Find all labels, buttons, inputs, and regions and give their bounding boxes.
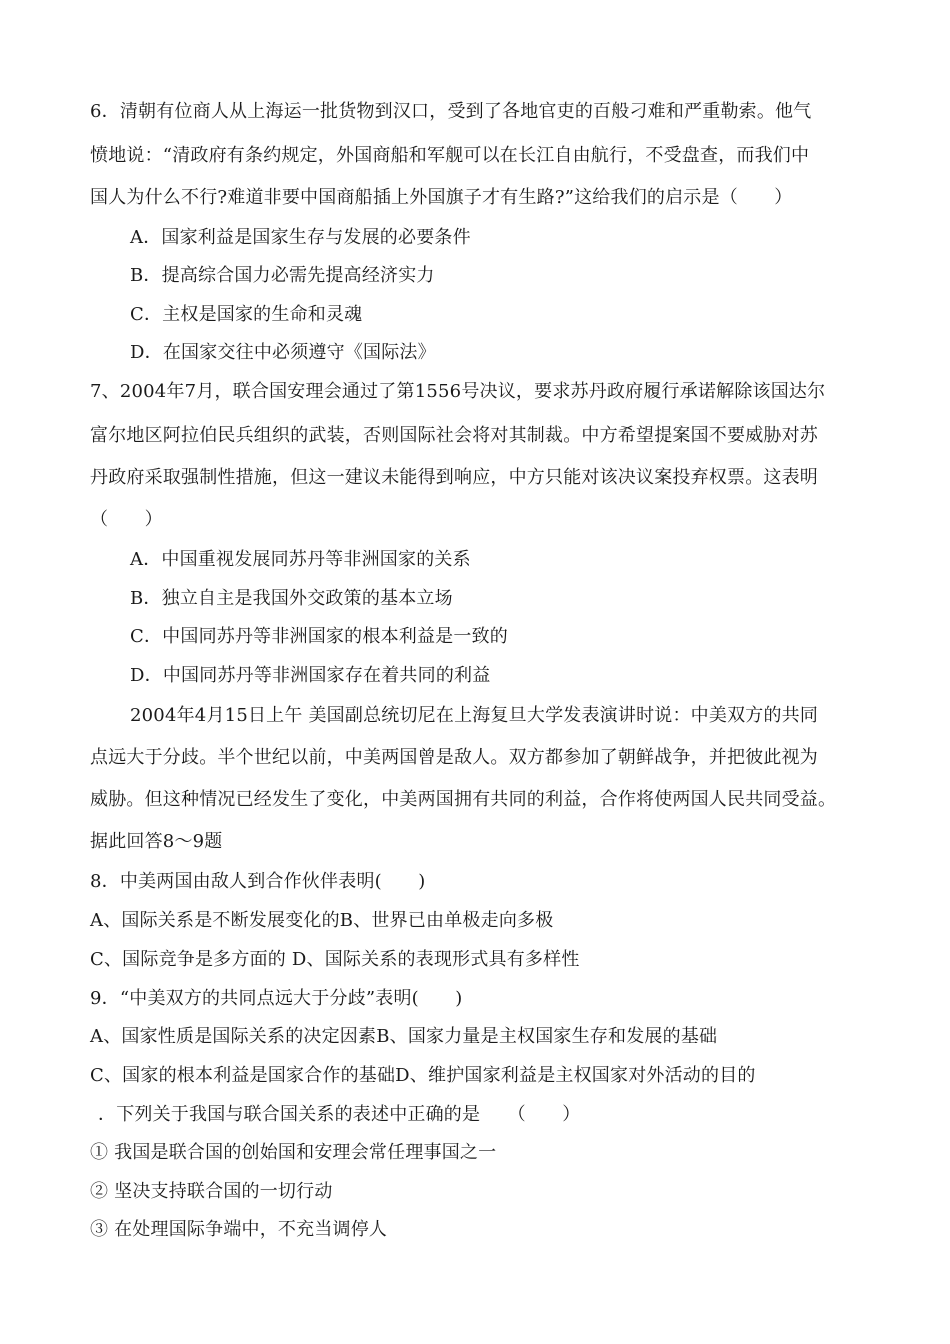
passage-line-2: 点远大于分歧。半个世纪以前，中美两国曾是敌人。双方都参加了朝鲜战争，并把彼此视为	[90, 747, 818, 768]
q6-stem-line-2: 愤地说：“清政府有条约规定，外国商船和军舰可以在长江自由航行，不受盘查，而我们中	[90, 145, 810, 166]
q7-option-c: C．中国同苏丹等非洲国家的根本利益是一致的	[130, 626, 508, 647]
q6-option-a: A．国家利益是国家生存与发展的必要条件	[130, 227, 471, 248]
q7-option-b: B．独立自主是我国外交政策的基本立场	[130, 588, 453, 609]
q7-stem-line-2: 富尔地区阿拉伯民兵组织的武装，否则国际社会将对其制裁。中方希望提案国不要威胁对苏	[90, 425, 818, 446]
q6-stem-line-3: 国人为什么不行?难道非要中国商船插上外国旗子才有生路?”这给我们的启示是（ ）	[90, 187, 793, 208]
q7-stem-line-1: 7、2004年7月，联合国安理会通过了第1556号决议，要求苏丹政府履行承诺解除该国达尔	[90, 381, 826, 402]
passage-line-1: 2004年4月15日上午 美国副总统切尼在上海复旦大学发表演讲时说：中美双方的共同	[130, 705, 819, 726]
passage-line-3: 威胁。但这种情况已经发生了变化，中美两国拥有共同的利益，合作将使两国人民共同受益。	[90, 789, 837, 810]
q8-options-line-2: C、国际竞争是多方面的 D、国际关系的表现形式具有多样性	[90, 949, 580, 970]
q8-options-line-1: A、国际关系是不断发展变化的B、世界已由单极走向多极	[90, 910, 554, 931]
q7-stem-line-4: （ ）	[90, 509, 163, 530]
q7-option-d: D．中国同苏丹等非洲国家存在着共同的利益	[130, 665, 491, 686]
q6-option-b: B．提高综合国力必需先提高经济实力	[130, 265, 435, 286]
q8-stem: 8．中美两国由敌人到合作伙伴表明( )	[90, 871, 426, 892]
q10-item-3: ③ 在处理国际争端中，不充当调停人	[90, 1219, 388, 1240]
q10-item-2: ② 坚决支持联合国的一切行动	[90, 1181, 333, 1202]
q6-option-c: C．主权是国家的生命和灵魂	[130, 304, 363, 325]
q10-item-1: ① 我国是联合国的创始国和安理会常任理事国之一	[90, 1142, 497, 1163]
q10-stem: ．下列关于我国与联合国关系的表述中正确的是 （ ）	[98, 1104, 581, 1125]
q7-stem-line-3: 丹政府采取强制性措施，但这一建议未能得到响应，中方只能对该决议案投弃权票。这表明	[90, 467, 818, 488]
q9-stem: 9．“中美双方的共同点远大于分歧”表明( )	[90, 988, 463, 1009]
q9-options-line-2: C、国家的根本利益是国家合作的基础D、维护国家利益是主权国家对外活动的目的	[90, 1065, 756, 1086]
q9-options-line-1: A、国家性质是国际关系的决定因素B、国家力量是主权国家生存和发展的基础	[90, 1026, 718, 1047]
q6-stem-line-1: 6．清朝有位商人从上海运一批货物到汉口，受到了各地官吏的百般刁难和严重勒索。他气	[90, 101, 812, 122]
q6-option-d: D．在国家交往中必须遵守《国际法》	[130, 342, 436, 363]
passage-line-4: 据此回答8～9题	[90, 831, 223, 852]
q7-option-a: A．中国重视发展同苏丹等非洲国家的关系	[130, 549, 471, 570]
